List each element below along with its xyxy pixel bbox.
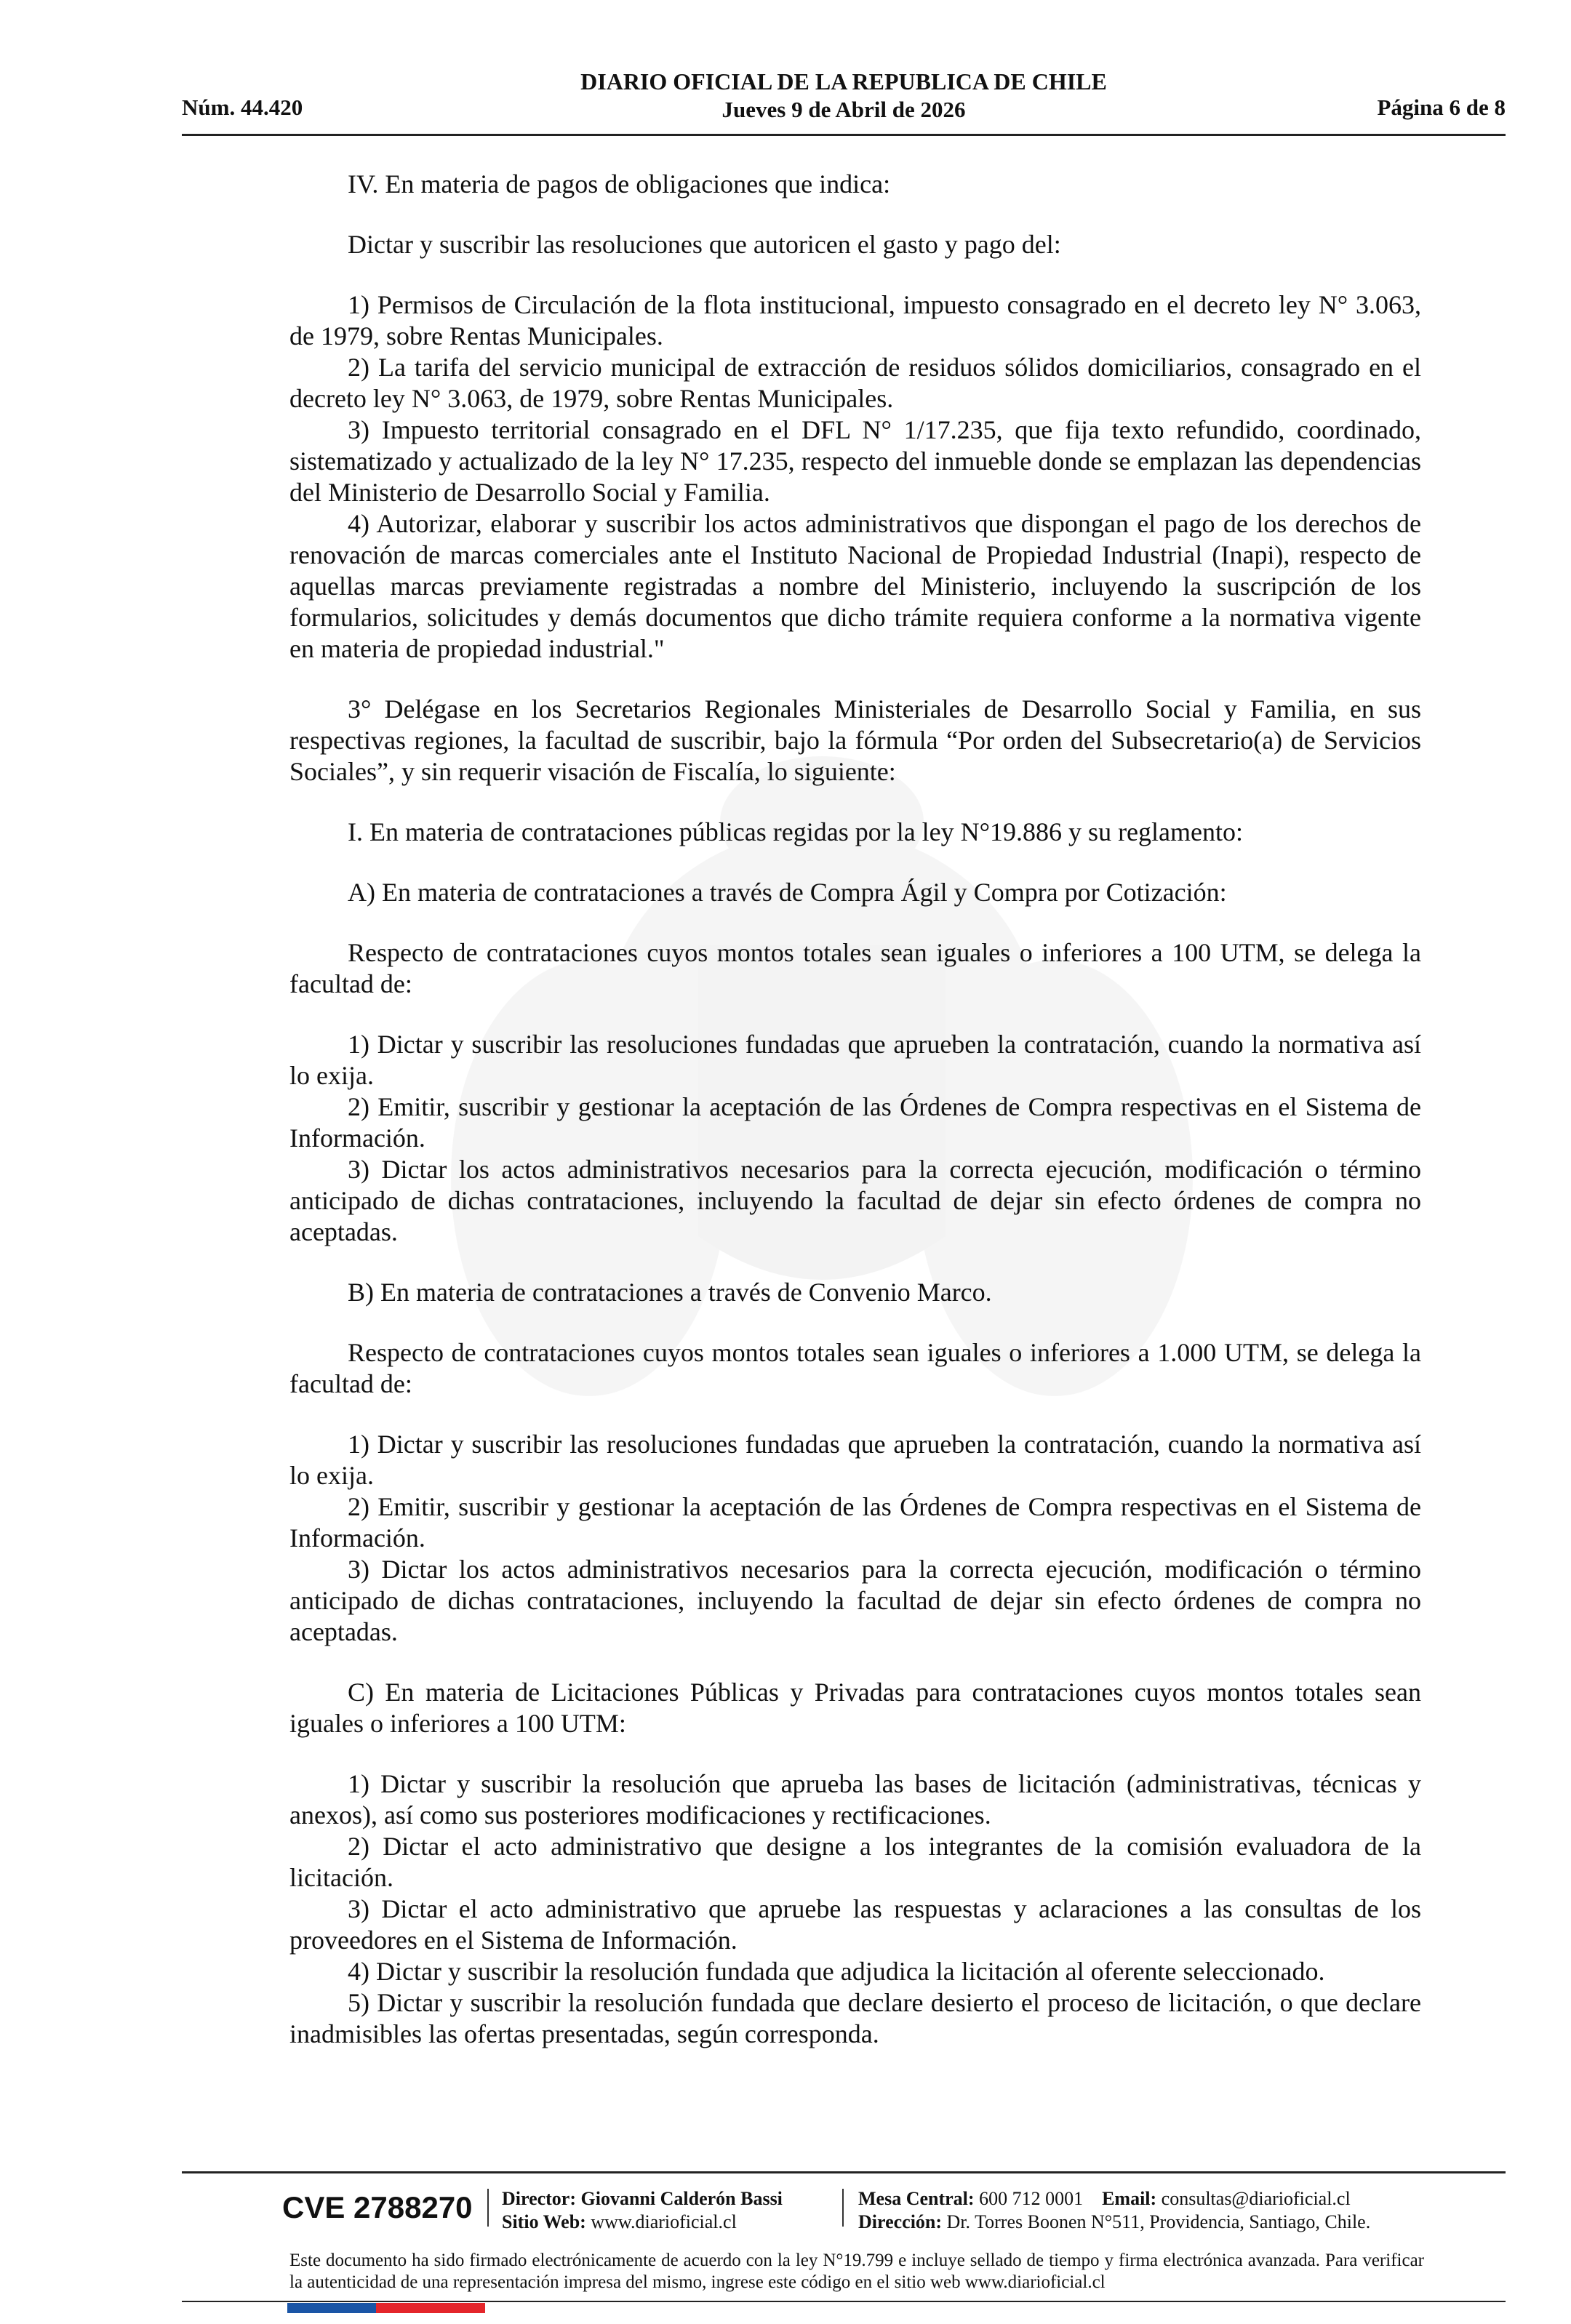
flag-stripe-red [376,2303,485,2313]
list-item: 3) Dictar los actos administrativos necesarios para la correcta ejecución, modificación o término anticipado de dichas contrataciones, incluyendo la facultad de dejar sin efecto órdenes de compra no aceptadas. [289,1155,1421,1246]
list-item: 3) Dictar los actos administrativos necesarios para la correcta ejecución, modificación o término anticipado de dichas contrataciones, incluyendo la facultad de dejar sin efecto órdenes de compra no aceptadas. [289,1555,1421,1646]
list-item: 2) Emitir, suscribir y gestionar la aceptación de las Órdenes de Compra respectivas en el Sistema de Información. [289,1492,1421,1552]
director-name: Giovanni Calderón Bassi [580,2188,783,2209]
document-body [289,169,1421,2050]
footer-separator [842,2189,844,2227]
address-label: Dirección: [858,2211,943,2232]
paragraph: IV. En materia de pagos de obligaciones que indica: [348,169,891,199]
list-item: 1) Dictar y suscribir la resolución que aprueba las bases de licitación (administrativas, técnicas y anexos), así como sus posteriores modificaciones y rectificaciones. [289,1769,1421,1830]
web-label: Sitio Web: [502,2211,586,2232]
paragraph: Respecto de contrataciones cuyos montos totales sean iguales o inferiores a 100 UTM, se delega la facultad de: [289,938,1421,998]
footer-separator [487,2189,489,2227]
mesa-value: 600 712 0001 [979,2188,1084,2209]
mesa-label: Mesa Central: [858,2188,975,2209]
web-link[interactable]: www.diarioficial.cl [591,2211,737,2232]
email-link[interactable]: consultas@diarioficial.cl [1161,2188,1351,2209]
list-item: 5) Dictar y suscribir la resolución fundada que declare desierto el proceso de licitación, o que declare inadmisibles las ofertas presentadas, según corresponda. [289,1988,1421,2048]
email-label: Email: [1102,2188,1157,2209]
list-item: 2) Emitir, suscribir y gestionar la aceptación de las Órdenes de Compra respectivas en el Sistema de Información. [289,1092,1421,1153]
director-label: Director: [502,2188,577,2209]
paragraph: 3° Delégase en los Secretarios Regionales Ministeriales de Desarrollo Social y Familia, en sus respectivas regiones, la facultad de suscribir, bajo la fórmula “Por orden del Subsecretario(a) de Servicios Sociales”, y sin requerir visación de Fiscalía, lo siguiente: [289,694,1421,786]
list-item: 4) Autorizar, elaborar y suscribir los actos administrativos que dispongan el pago de los derechos de renovación de marcas comerciales ante el Instituto Nacional de Propiedad Industrial (Inapi), respecto de aquellas marcas previamente registradas a nombre del Ministerio, incluyendo la suscripción de los formularios, solicitudes y demás documentos que dicho trámite requiera conforme a la normativa vigente en materia de propiedad industrial." [289,509,1421,663]
section-heading: I. En materia de contrataciones públicas regidas por la ley N°19.886 y su reglamento: [348,817,1243,846]
section-heading: A) En materia de contrataciones a través de Compra Ágil y Compra por Cotización: [348,878,1227,907]
section-heading: B) En materia de contrataciones a través de Convenio Marco. [348,1278,992,1307]
cve-code: CVE 2788270 [282,2190,473,2224]
footer-contact-block [858,2187,1370,2234]
footer-divider [182,2171,1506,2173]
flag-stripe-blue [287,2303,376,2313]
page-header [182,67,1506,136]
list-item: 1) Dictar y suscribir las resoluciones fundadas que aprueben la contratación, cuando la normativa así lo exija. [289,1030,1421,1090]
signature-notice: Este documento ha sido firmado electrónicamente de acuerdo con la ley N°19.799 e incluye sellado de tiempo y firma electrónica avanzada. Para verificar la autenticidad de una representación impresa del mismo, ingrese este código en el sitio web www.diarioficial.cl [289,2251,1424,2292]
list-item: 3) Dictar el acto administrativo que apruebe las respuestas y aclaraciones a las consultas de los proveedores en el Sistema de Información. [289,1894,1421,1955]
list-item: 2) La tarifa del servicio municipal de extracción de residuos sólidos domiciliarios, consagrado en el decreto ley N° 3.063, de 1979, sobre Rentas Municipales. [289,353,1421,413]
address-value: Dr. Torres Boonen N°511, Providencia, Santiago, Chile. [946,2211,1371,2232]
section-heading: C) En materia de Licitaciones Públicas y Privadas para contrataciones cuyos montos totales sean iguales o inferiores a 100 UTM: [289,1678,1421,1738]
newspaper-title: DIARIO OFICIAL DE LA REPUBLICA DE CHILE [580,68,1107,95]
list-item: 4) Dictar y suscribir la resolución fundada que adjudica la licitación al oferente seleccionado. [348,1957,1325,1986]
bottom-divider [182,2301,1506,2302]
page-footer [182,2171,1506,2292]
list-item: 2) Dictar el acto administrativo que designe a los integrantes de la comisión evaluadora de la licitación. [289,1832,1421,1892]
page-indicator: Página 6 de 8 [1377,95,1506,120]
list-item: 3) Impuesto territorial consagrado en el DFL N° 1/17.235, que fija texto refundido, coordinado, sistematizado y actualizado de la ley N° 17.235, respecto del inmueble donde se emplazan las dependencias del Ministerio de Desarrollo Social y Familia. [289,415,1421,507]
paragraph: Dictar y suscribir las resoluciones que autoricen el gasto y pago del: [348,230,1061,259]
issue-number: Núm. 44.420 [182,95,303,120]
list-item: 1) Dictar y suscribir las resoluciones fundadas que aprueben la contratación, cuando la normativa así lo exija. [289,1430,1421,1490]
footer-director-block [502,2187,783,2234]
issue-date: Jueves 9 de Abril de 2026 [721,97,966,122]
list-item: 1) Permisos de Circulación de la flota institucional, impuesto consagrado en el decreto ley N° 3.063, de 1979, sobre Rentas Municipales. [289,290,1421,350]
paragraph: Respecto de contrataciones cuyos montos totales sean iguales o inferiores a 1.000 UTM, se delega la facultad de: [289,1338,1421,1398]
